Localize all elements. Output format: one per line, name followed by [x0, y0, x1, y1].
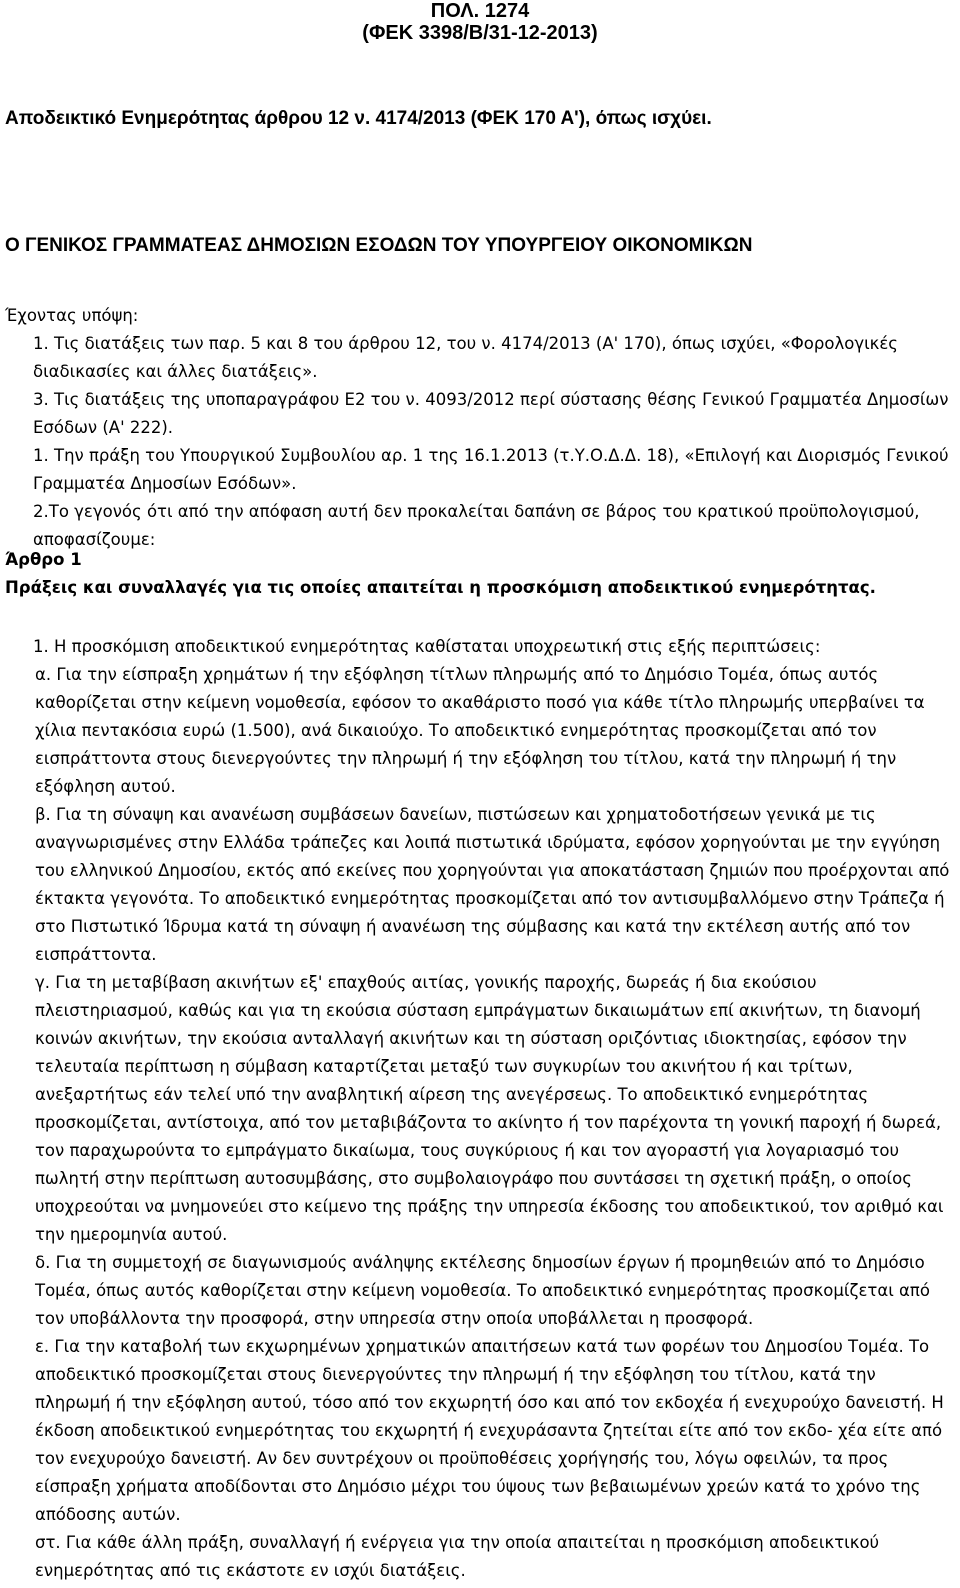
circular-number: ΠΟΛ. 1274 — [430, 0, 530, 22]
issuing-authority: Ο ΓΕΝΙΚΟΣ ΓΡΑΜΜΑΤΕΑΣ ΔΗΜΟΣΙΩΝ ΕΣΟΔΩΝ ΤΟΥ ΥΠΟΥΡΓΕΙΟΥ ΟΙΚΟΝΟΜΙΚΩΝ — [5, 235, 753, 256]
body-paragraph: ε. Για την καταβολή των εκχωρημένων χρηματικών απαιτήσεων κατά των φορέων του Δημοσίου Τομέα. Το αποδεικτικό προσκομίζεται στους διενεργούντες την πληρωμή ή την εξόφληση του τίτλου, κατά την πληρωμή ή την εξόφληση αυτού, τόσο από τον εκχωρητή όσο και από τον εκδοχέα ή ενεχυρούχο δανειστή. Η έκδοση αποδεικτικού ενημερότητας του εκχωρητή ή ενεχυράσαντα ζητείται είτε από τον εκδο- χέα είτε από τον ενεχυρούχο δανειστή. Αν δεν συντρέχουν οι προϋποθέσεις χορήγησής του, λόγω οφειλών, τα προς είσπραξη χρήματα αποδίδονται στο Δημόσιο μέχρι του ύψους των βεβαιωμένων χρεών κατά το χρόνο της απόδοσης αυτών. — [35, 1337, 944, 1524]
article-subheading: Πράξεις και συναλλαγές για τις οποίες απαιτείται η προσκόμιση αποδεικτικού ενημερότητας. — [5, 578, 876, 597]
body-intro: 1. Η προσκόμιση αποδεικτικού ενημερότητας καθίσταται υποχρεωτική στις εξής περιπτώσεις: — [33, 637, 821, 656]
body-paragraph: στ. Για κάθε άλλη πράξη, συναλλαγή ή ενέργεια για την οποία απαιτείται η προσκόμιση αποδεικτικού ενημερότητας από τις εκάστοτε εν ισχύι διατάξεις. — [35, 1533, 880, 1580]
body-paragraph: γ. Για τη μεταβίβαση ακινήτων εξ' επαχθούς αιτίας, γονικής παροχής, δωρεάς ή δια εκούσιου πλειστηριασμού, καθώς και για τη εκούσια σύσταση εμπράγματων δικαιωμάτων επί ακινήτων, τη διανομή κοινών ακινήτων, την εκούσια ανταλλαγή ακινήτων και τη σύσταση οριζόντιας ιδιοκτησίας, εφόσον την τελευταία περίπτωση η σύμβαση καταρτίζεται μεταξύ των συγκυρίων του ακινήτου ή και τρίτων, ανεξαρτήτως εάν τελεί υπό την αναβλητική αίρεση της ανεγέρσεως. Το αποδεικτικό ενημερότητας προσκομίζεται, αντίστοιχα, από τον μεταβιβάζοντα το ακίνητο ή τον παρέχοντα τη γονική παροχή ή δωρεά, τον παραχωρούντα το εμπράγματο δικαίωμα, τους συγκύριους ή και τον αγοραστή για λογαριασμό του πωλητή στην περίπτωση αυτοσυμβάσης, στο συμβολαιογράφο που συντάσσει τη σχετική πράξη, ο οποίος υποχρεούται να μνημονεύει στο κείμενο της πράξης την υπηρεσία έκδοσης του αποδεικτικού, τον αριθμό και την ημερομηνία αυτού. — [35, 973, 944, 1244]
considering-item: 1. Τις διατάξεις των παρ. 5 και 8 του άρθρου 12, του ν. 4174/2013 (Α' 170), όπως ισχύει, «Φορολογικές διαδικασίες και άλλες διατάξεις». — [33, 334, 898, 381]
body-paragraph: β. Για τη σύναψη και ανανέωση συμβάσεων δανείων, πιστώσεων και χρηματοδοτήσεων γενικά με τις αναγνωρισμένες στην Ελλάδα τράπεζες και λοιπά πιστωτικά ιδρύματα, εφόσον χορηγούνται με την εγγύηση του ελληνικού Δημοσίου, εκτός από εκείνες που χορηγούνται για αποκατάσταση ζημιών που προέρχονται από έκτακτα γεγονότα. Το αποδεικτικό ενημερότητας προσκομίζεται από τον αντισυμβαλλόμενο στην Τράπεζα ή στο Πιστωτικό Ίδρυμα κατά τη σύναψη ή ανανέωση της σύμβασης και κατά την εκτέλεση αυτής από τον εισπράττοντα. — [35, 805, 950, 964]
article-heading: Άρθρο 1 — [5, 550, 82, 569]
considering-item: 3. Τις διατάξεις της υποπαραγράφου Ε2 του ν. 4093/2012 περί σύστασης θέσης Γενικού Γραμματέα Δημοσίων Εσόδων (Α' 222). — [33, 390, 949, 437]
considering-item: 2.Το γεγονός ότι από την απόφαση αυτή δεν προκαλείται δαπάνη σε βάρος του κρατικού προϋπολογισμού, αποφασίζουμε: — [33, 502, 920, 549]
document-title: Αποδεικτικό Ενημερότητας άρθρου 12 ν. 4174/2013 (ΦΕΚ 170 Α'), όπως ισχύει. — [5, 108, 712, 129]
body-paragraph: α. Για την είσπραξη χρημάτων ή την εξόφληση τίτλων πληρωμής από το Δημόσιο Τομέα, όπως αυτός καθορίζεται στην κείμενη νομοθεσία, εφόσον το ακαθάριστο ποσό για κάθε τίτλο πληρωμής υπερβαίνει τα χίλια πεντακόσια ευρώ (1.500), ανά δικαιούχο. Το αποδεικτικό ενημερότητας προσκομίζεται από τον εισπράττοντα στους διενεργούντες την πληρωμή ή την εξόφληση του τίτλου, κατά την πληρωμή ή την εξόφληση αυτού. — [35, 665, 925, 796]
article-body — [5, 633, 955, 1585]
considering-section — [5, 302, 955, 554]
considering-item: 1. Την πράξη του Υπουργικού Συμβουλίου αρ. 1 της 16.1.2013 (τ.Υ.Ο.Δ.Δ. 18), «Επιλογή και Διορισμός Γενικού Γραμματέα Δημοσίων Εσόδων». — [33, 446, 949, 493]
article-section — [5, 546, 955, 602]
considering-intro: Έχοντας υπόψη: — [5, 306, 139, 325]
body-paragraph: δ. Για τη συμμετοχή σε διαγωνισμούς ανάληψης εκτέλεσης δημοσίων έργων ή προμηθειών από το Δημόσιο Τομέα, όπως αυτός καθορίζεται στην κείμενη νομοθεσία. Το αποδεικτικό ενημερότητας προσκομίζεται από τον υποβάλλοντα την προσφορά, στην υπηρεσία στην οποία υποβάλλεται η προσφορά. — [35, 1253, 930, 1328]
gazette-reference: (ΦΕΚ 3398/Β/31-12-2013) — [362, 22, 598, 44]
